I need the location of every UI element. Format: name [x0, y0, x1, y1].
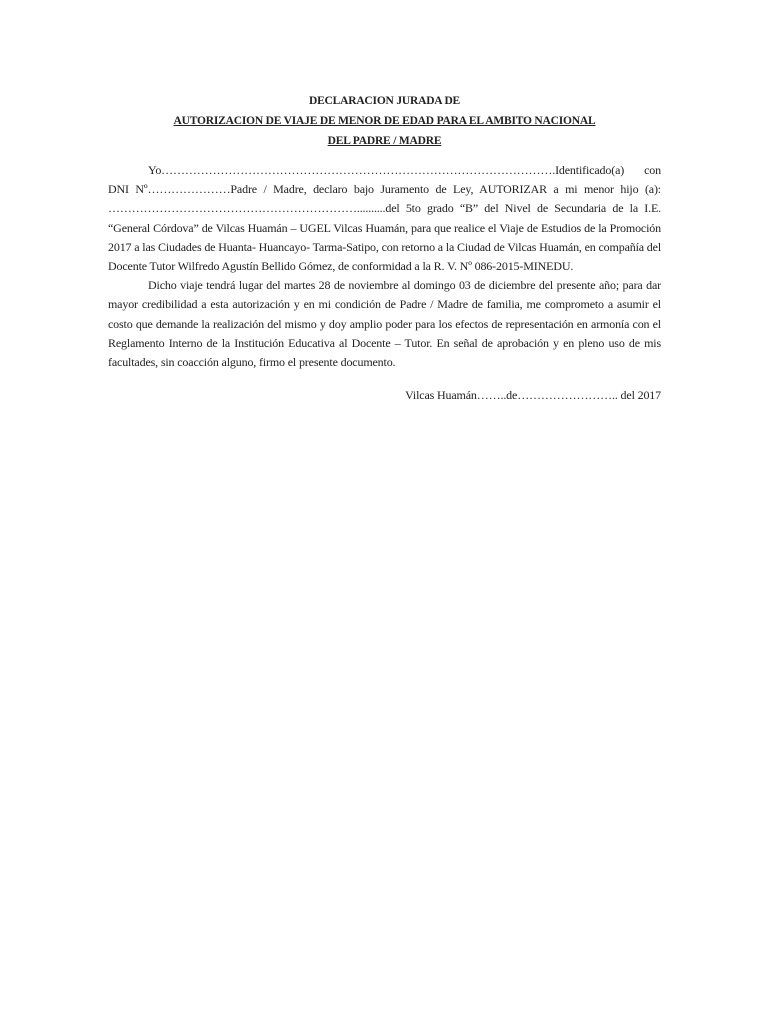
- place-date-line: Vilcas Huamán……..de…………………….. del 2017: [405, 388, 661, 403]
- document-page: [108, 92, 661, 405]
- document-subtitle: AUTORIZACION DE VIAJE DE MENOR DE EDAD PARA EL AMBITO NACIONAL: [173, 115, 596, 127]
- document-body: [108, 161, 661, 372]
- document-subtitle-parent: DEL PADRE / MADRE: [327, 135, 442, 147]
- document-title: DECLARACION JURADA DE: [308, 95, 461, 107]
- paragraph-commitment: Dicho viaje tendrá lugar del martes 28 de noviembre al domingo 03 de diciembre del presente año; para dar mayor credibilidad a esta autorización y en mi condición de Padre / Madre de familia, me comprometo a asumir el costo que demande la realización del mismo y doy amplio poder para los efectos de representación en armonía con el Reglamento Interno de la Institución Educativa al Docente – Tutor. En señal de aprobación y en pleno uso de mis facultades, sin coacción alguno, firmo el presente documento.: [108, 278, 661, 370]
- paragraph-authorization: Yo……………………………………………………………………………………….Identificado(a) con DNI Nº…………………Padre / Madre, declaro bajo Juramento de Ley, AUTORIZAR a mi menor hijo (a): ………………………………………………………..........del 5to grado “B” del Nivel de Secundaria de la I.E. “General Córdova” de Vilcas Huamán – UGEL Vilcas Huamán, para que realice el Viaje de Estudios de la Promoción 2017 a las Ciudades de Huanta- Huancayo- Tarma-Satipo, con retorno a la Ciudad de Vilcas Huamán, en compañía del Docente Tutor Wilfredo Agustín Bellido Gómez, de conformidad a la R. V. Nº 086-2015-MINEDU.: [108, 163, 662, 274]
